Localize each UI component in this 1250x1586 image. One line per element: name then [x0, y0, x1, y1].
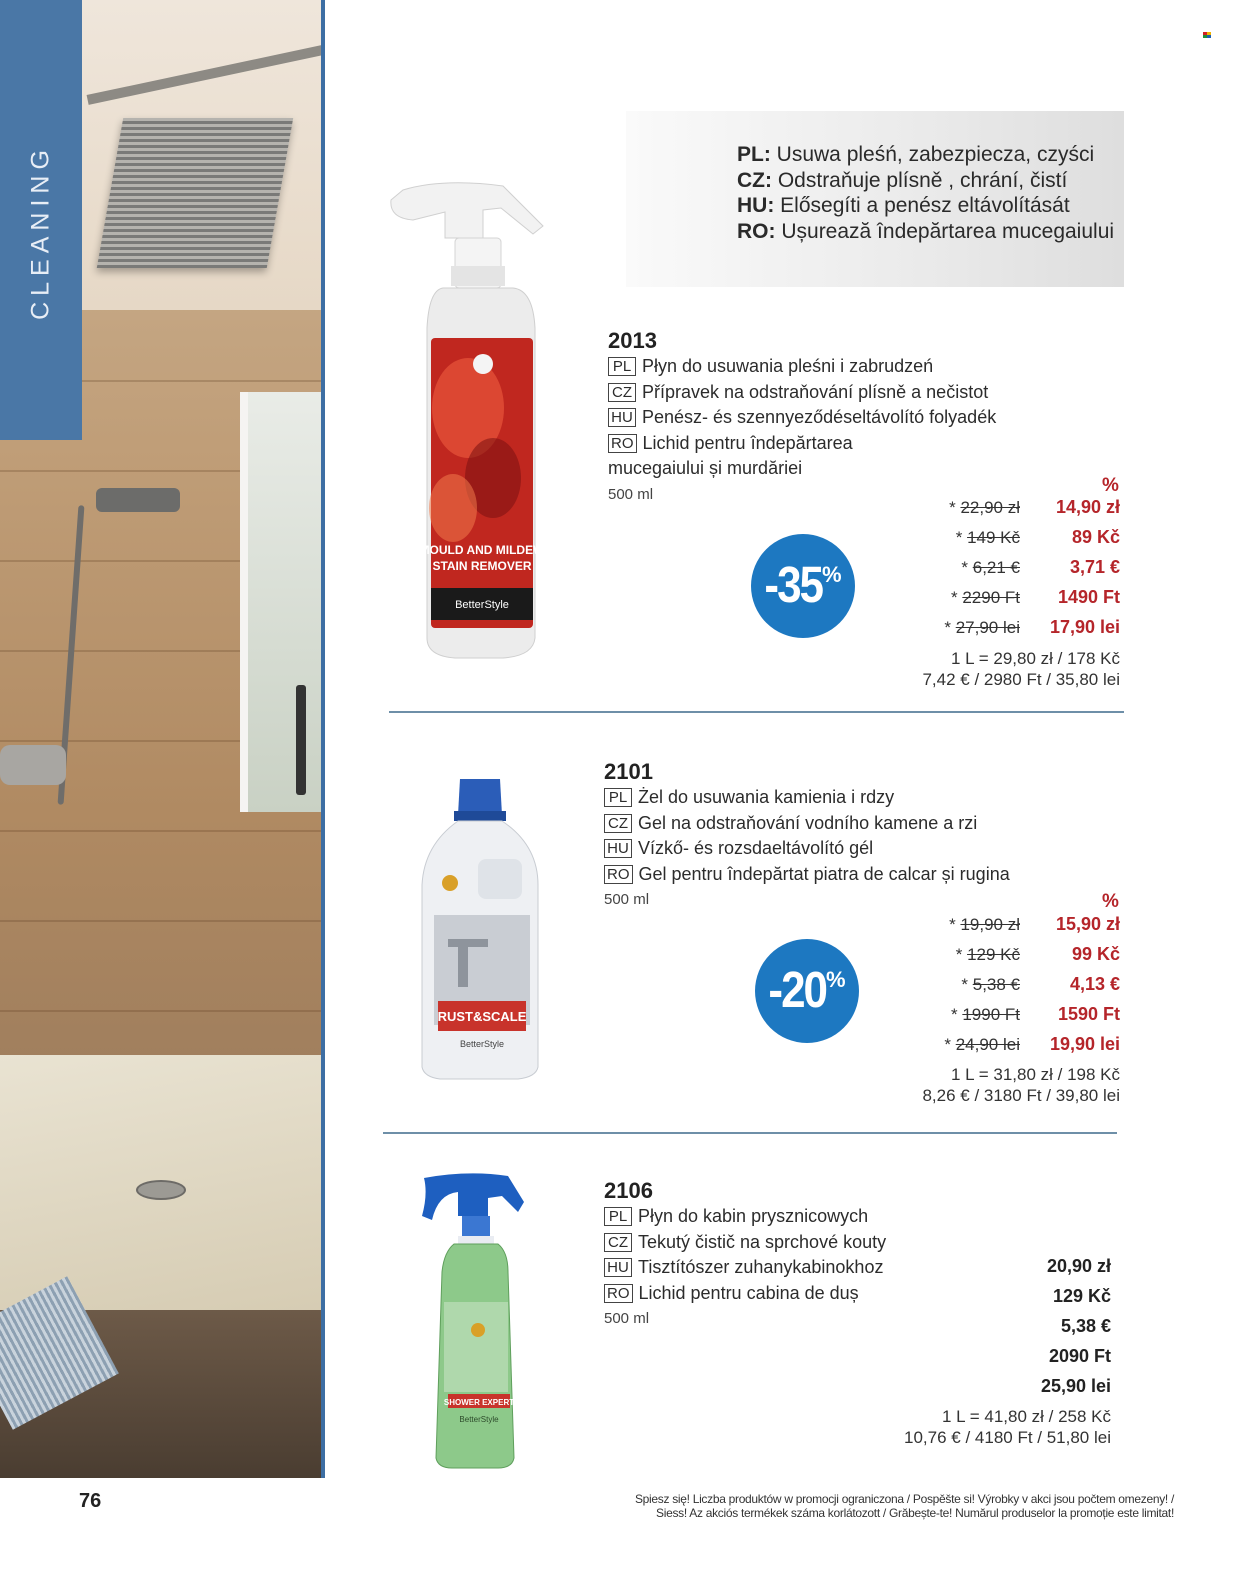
new-price: 19,90 lei: [1049, 1034, 1120, 1054]
price-table: [920, 912, 1120, 1062]
product-code: 2013: [608, 328, 657, 353]
old-price: * 19,90 zł: [949, 915, 1020, 934]
benefits-list: [737, 142, 1114, 244]
product-names: [604, 785, 1010, 913]
product-quantity: 500 ml: [608, 485, 654, 503]
lang-tag: CZ: [608, 383, 636, 402]
price-row: [920, 942, 1120, 972]
new-price: 3,71 €: [1069, 557, 1120, 577]
discount-badge: -35 %: [751, 534, 855, 638]
bottle-label-line: MOULD AND MILDEW: [419, 543, 545, 557]
price: 129 Kč: [1052, 1286, 1111, 1306]
lang-tag: RO: [608, 434, 637, 453]
promo-note: Spiesz się! Liczba produktów w promocji ograniczona / Pospěšte si! Výrobky v akci jsou počtem omezeny! / Siess! Az akciós termékek száma korlátozott / Grăbește-te! Numărul produselor la promoție este limitat!: [634, 1492, 1174, 1520]
rust-scale-bottle-image: [418, 775, 543, 1085]
price-row: [920, 585, 1120, 615]
product-name: Gel pentru îndepărtat piatra de calcar și rugina: [638, 863, 1010, 884]
new-price: 17,90 lei: [1049, 617, 1120, 637]
new-price: 1590 Ft: [1057, 1004, 1120, 1024]
lang-tag: CZ: [604, 814, 632, 833]
section-label: CLEANING: [26, 144, 55, 320]
percent-sign: %: [822, 562, 842, 587]
new-price: 89 Kč: [1071, 527, 1120, 547]
product-name-continuation: mucegaiului și murdăriei: [608, 458, 803, 478]
bottle-brand: BetterStyle: [459, 1039, 505, 1049]
price-row: [920, 555, 1120, 585]
lang-tag: HU: [604, 1258, 632, 1277]
product-quantity: 500 ml: [604, 1310, 650, 1327]
price-row: [920, 1002, 1120, 1032]
product-name: Gel na odstraňování vodního kamene a rzi: [638, 812, 978, 833]
percent-header: %: [1102, 475, 1119, 496]
discount-badge: -20 %: [755, 939, 859, 1043]
price: 20,90 zł: [1046, 1256, 1111, 1276]
old-price: * 24,90 lei: [944, 1035, 1020, 1054]
separator: [389, 711, 1124, 713]
old-price: * 6,21 €: [961, 558, 1020, 577]
unit-price: 1 L = 29,80 zł / 178 Kč 7,42 € / 2980 Ft / 35,80 lei: [922, 649, 1120, 689]
old-price: * 5,38 €: [961, 975, 1020, 994]
price: 25,90 lei: [1040, 1376, 1111, 1396]
price-list: [1041, 1251, 1111, 1401]
product-name: Lichid pentru îndepărtarea: [642, 432, 853, 453]
lang-tag: PL: [604, 788, 632, 807]
benefit-line: CZ: Odstraňuje plísně , chrání, čistí: [737, 168, 1068, 192]
product-name: Tisztítószer zuhanykabinokhoz: [638, 1257, 884, 1277]
new-price: 4,13 €: [1069, 974, 1120, 994]
benefit-line: PL: Usuwa pleśń, zabezpiecza, czyści: [737, 143, 1095, 166]
product-name: Vízkő- és rozsdaeltávolító gél: [638, 838, 874, 858]
new-price: 15,90 zł: [1055, 914, 1120, 934]
old-price: * 1990 Ft: [951, 1005, 1020, 1024]
section-tab: [0, 0, 82, 440]
price: 2090 Ft: [1048, 1346, 1111, 1366]
old-price: * 129 Kč: [955, 945, 1020, 964]
product-code: 2106: [604, 1178, 653, 1203]
price-row: [920, 912, 1120, 942]
product-code: 2101: [604, 759, 653, 784]
mould-remover-bottle-image: [383, 178, 558, 683]
new-price: 99 Kč: [1071, 944, 1120, 964]
price-row: [920, 972, 1120, 1002]
corner-logo-icon: [1203, 32, 1212, 39]
lang-tag: RO: [604, 1284, 633, 1303]
price-table: [920, 495, 1120, 645]
price-row: [920, 615, 1120, 645]
old-price: * 2290 Ft: [951, 588, 1020, 607]
percent-sign: %: [826, 967, 846, 992]
product-name: Tekutý čistič na sprchové kouty: [638, 1231, 887, 1252]
separator: [383, 1132, 1117, 1134]
benefit-line: RO: Ușurează îndepărtarea mucegaiului: [737, 219, 1115, 243]
unit-price: 1 L = 41,80 zł / 258 Kč 10,76 € / 4180 Ft / 51,80 lei: [904, 1407, 1111, 1447]
price: 5,38 €: [1060, 1316, 1111, 1336]
product-name: Żel do usuwania kamienia i rdzy: [638, 787, 895, 807]
percent-header: %: [1102, 891, 1119, 912]
lang-tag: HU: [608, 408, 636, 427]
product-name: Płyn do usuwania pleśni i zabrudzeń: [642, 356, 934, 376]
product-name: Penész- és szennyeződéseltávolító folyadék: [642, 407, 997, 427]
old-price: * 149 Kč: [955, 528, 1020, 547]
unit-price: 1 L = 31,80 zł / 198 Kč 8,26 € / 3180 Ft / 39,80 lei: [922, 1065, 1120, 1105]
price-row: [920, 1032, 1120, 1062]
product-name: Płyn do kabin prysznicowych: [638, 1206, 869, 1226]
old-price: * 22,90 zł: [949, 498, 1020, 517]
product-name: Přípravek na odstraňování plísně a nečistot: [642, 381, 989, 402]
bottle-brand: BetterStyle: [455, 599, 509, 611]
page-number: 76: [79, 1490, 102, 1512]
lang-tag: HU: [604, 839, 632, 858]
product-quantity: 500 ml: [604, 891, 650, 908]
bottle-label: RUST&SCALE: [437, 1009, 527, 1024]
product-names: [604, 1204, 886, 1332]
lang-tag: PL: [604, 1207, 632, 1226]
shower-cleaner-bottle-image: [418, 1172, 533, 1470]
lang-tag: PL: [608, 357, 636, 376]
new-price: 14,90 zł: [1055, 497, 1120, 517]
lang-tag: RO: [604, 865, 633, 884]
product-name: Lichid pentru cabina de duș: [638, 1282, 859, 1303]
new-price: 1490 Ft: [1057, 587, 1120, 607]
bottle-label: SHOWER EXPERT: [443, 1398, 515, 1407]
old-price: * 27,90 lei: [944, 618, 1020, 637]
lang-tag: CZ: [604, 1233, 632, 1252]
benefit-line: HU: Elősegíti a penész eltávolítását: [737, 194, 1070, 217]
price-row: [920, 495, 1120, 525]
bottle-brand: BetterStyle: [459, 1415, 499, 1424]
product-names: [608, 354, 996, 507]
price-row: [920, 525, 1120, 555]
bottle-label-line: STAIN REMOVER: [432, 559, 532, 573]
